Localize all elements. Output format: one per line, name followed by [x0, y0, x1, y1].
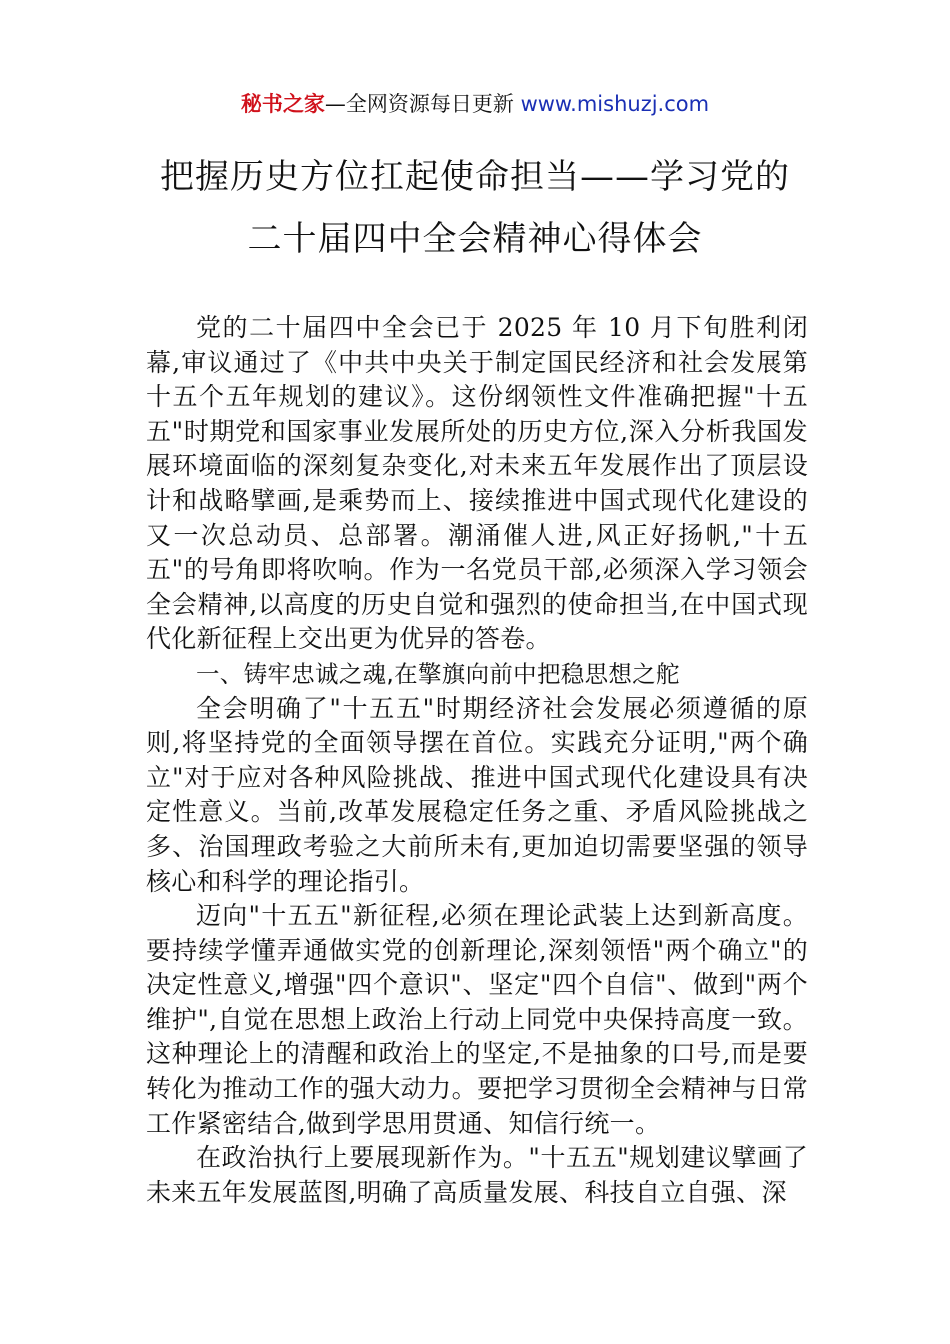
header-slogan: —全网资源每日更新 — [324, 92, 521, 116]
document-title — [110, 146, 840, 270]
title-line-2: 二十届四中全会精神心得体会 — [247, 219, 703, 259]
body-paragraph: 在政治执行上要展现新作为。"十五五"规划建议擘画了未来五年发展蓝图,明确了高质量发展、科技自立自强、深 — [146, 1143, 808, 1207]
intro-paragraph: 党的二十届四中全会已于 2025 年 10 月下旬胜利闭幕,审议通过了《中共中央关于制定国民经济和社会发展第十五个五年规划的建议》。这份纲领性文件准确把握"十五五"时期党和国家事业发展所处的历史方位,深入分析我国发展环境面临的深刻复杂变化,对未来五年发展作出了顶层设计和战略擘画,是乘势而上、接续推进中国式现代化建设的又一次总动员、总部署。潮涌催人进,风正好扬帆,"十五五"的号角即将吹响。作为一名党员干部,必须深入学习领会全会精神,以高度的历史自觉和强烈的使命担当,在中国式现代化新征程上交出更为优异的答卷。 — [146, 313, 808, 654]
title-line-1: 把握历史方位扛起使命担当——学习党的 — [160, 157, 790, 197]
site-url-link[interactable]: www.mishuzj.com — [520, 92, 710, 116]
body-paragraph: 迈向"十五五"新征程,必须在理论武装上达到新高度。要持续学懂弄通做实党的创新理论,深刻领悟"两个确立"的决定性意义,增强"四个意识"、坚定"四个自信"、做到"两个维护",自觉在思想上政治上行动上同党中央保持高度一致。这种理论上的清醒和政治上的坚定,不是抽象的口号,而是要转化为推动工作的强大动力。要把学习贯彻全会精神与日常工作紧密结合,做到学思用贯通、知信行统一。 — [146, 901, 808, 1138]
section-heading-1: 一、铸牢忠诚之魂,在擎旗向前中把稳思想之舵 — [196, 659, 680, 688]
document-body — [146, 311, 808, 1210]
site-header — [0, 88, 950, 120]
brand-name: 秘书之家 — [240, 92, 325, 116]
body-paragraph: 全会明确了"十五五"时期经济社会发展必须遵循的原则,将坚持党的全面领导摆在首位。实践充分证明,"两个确立"对于应对各种风险挑战、推进中国式现代化建设具有决定性意义。当前,改革发展稳定任务之重、矛盾风险挑战之多、治国理政考验之大前所未有,更加迫切需要坚强的领导核心和科学的理论指引。 — [146, 693, 808, 896]
